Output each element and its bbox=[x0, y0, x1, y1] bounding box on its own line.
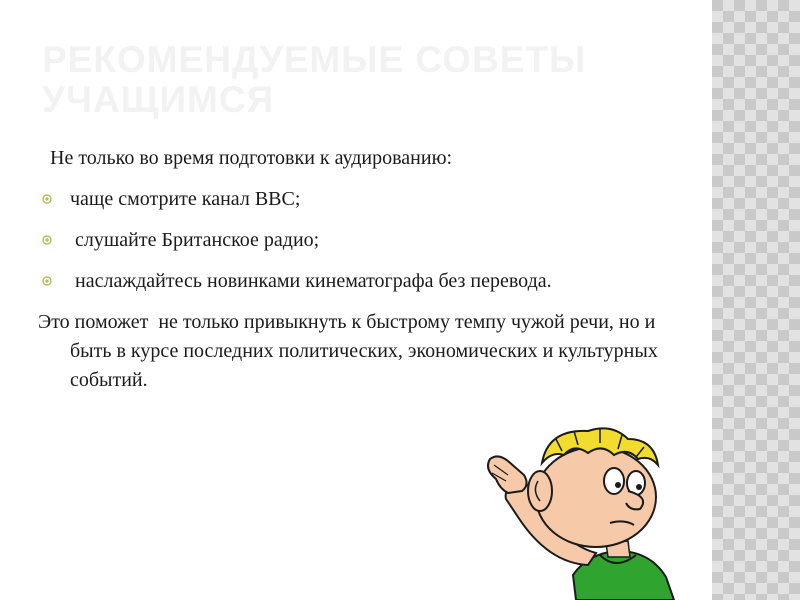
bullet-text: слушайте Британское радио; bbox=[70, 229, 320, 251]
circle-bullet-icon bbox=[42, 194, 52, 204]
bullet-item bbox=[38, 226, 678, 255]
outro-text: Это поможет не только привыкнуть к быстрому темпу чужой речи, но и быть в курсе последних политических, экономических и культурных событий. bbox=[38, 311, 663, 391]
decorative-side-strip bbox=[712, 0, 800, 600]
bullet-list bbox=[38, 185, 678, 296]
circle-bullet-icon bbox=[42, 276, 52, 286]
cartoon-boy-listening-image bbox=[478, 425, 678, 600]
slide-body bbox=[38, 144, 678, 395]
bullet-text: чаще смотрите канал BBC; bbox=[70, 188, 301, 210]
bullet-text: наслаждайтесь новинками кинематографа без перевода. bbox=[70, 270, 552, 292]
bullet-item bbox=[38, 267, 678, 296]
slide-title: РЕКОМЕНДУЕМЫЕ СОВЕТЫ УЧАЩИМСЯ bbox=[42, 39, 587, 120]
bullet-item bbox=[38, 185, 678, 214]
intro-paragraph: Не только во время подготовки к аудированию: bbox=[50, 147, 453, 169]
outro-paragraph bbox=[38, 308, 678, 395]
circle-bullet-icon bbox=[42, 235, 52, 245]
